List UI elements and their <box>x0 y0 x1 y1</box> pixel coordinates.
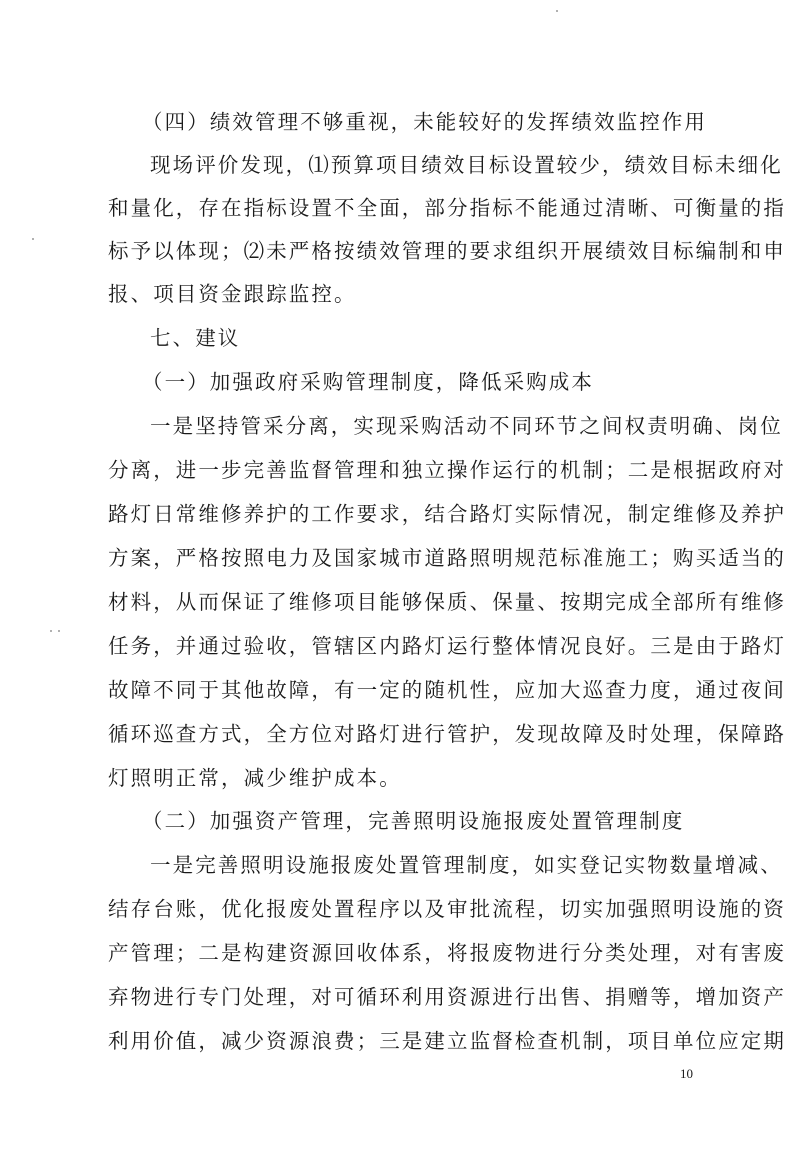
paragraph-line: 产管理；二是构建资源回收体系，将报废物进行分类处理，对有害废 <box>108 941 786 965</box>
paragraph-line: 故障不同于其他故障，有一定的随机性，应加大巡查力度，通过夜间 <box>108 678 786 702</box>
paragraph-line: 一是完善照明设施报废处置管理制度，如实登记实物数量增减、 <box>150 853 783 877</box>
paragraph-line: 现场评价发现，⑴预算项目绩效目标设置较少，绩效目标未细化 <box>150 153 783 177</box>
scan-speck <box>556 10 558 12</box>
section-heading-1: （一）加强政府采购管理制度，降低采购成本 <box>142 370 594 394</box>
paragraph-line: 结存台账，优化报废处置程序以及审批流程，切实加强照明设施的资 <box>108 897 786 921</box>
chapter-heading-7: 七、建议 <box>150 326 241 350</box>
page-number: 10 <box>680 1066 693 1081</box>
section-heading-4: （四）绩效管理不够重视，未能较好的发挥绩效监控作用 <box>142 110 707 134</box>
paragraph-line: 和量化，存在指标设置不全面，部分指标不能通过清晰、可衡量的指 <box>108 196 786 220</box>
paragraph-line: 方案，严格按照电力及国家城市道路照明规范标准施工；购买适当的 <box>108 546 786 570</box>
paragraph-line: 任务，并通过验收，管辖区内路灯运行整体情况良好。三是由于路灯 <box>108 634 786 658</box>
scan-speck <box>50 630 52 632</box>
paragraph-line: 报、项目资金跟踪监控。 <box>108 282 357 306</box>
paragraph-line: 循环巡查方式，全方位对路灯进行管护，发现故障及时处理，保障路 <box>108 722 786 746</box>
paragraph-line: 标予以体现；⑵未严格按绩效管理的要求组织开展绩效目标编制和申 <box>108 239 786 263</box>
paragraph-line: 弃物进行专门处理，对可循环利用资源进行出售、捐赠等，增加资产 <box>108 985 786 1009</box>
section-heading-2: （二）加强资产管理，完善照明设施报废处置管理制度 <box>142 809 685 833</box>
paragraph-line: 灯照明正常，减少维护成本。 <box>108 766 402 790</box>
paragraph-line: 路灯日常维修养护的工作要求，结合路灯实际情况，制定维修及养护 <box>108 502 786 526</box>
paragraph-line: 一是坚持管采分离，实现采购活动不同环节之间权责明确、岗位 <box>150 414 783 438</box>
scan-speck <box>32 238 34 240</box>
paragraph-line: 材料，从而保证了维修项目能够保质、保量、按期完成全部所有维修 <box>108 590 786 614</box>
paragraph-line: 利用价值，减少资源浪费；三是建立监督检查机制，项目单位应定期 <box>108 1029 786 1053</box>
scan-speck <box>58 630 60 632</box>
paragraph-line: 分离，进一步完善监督管理和独立操作运行的机制；二是根据政府对 <box>108 458 786 482</box>
